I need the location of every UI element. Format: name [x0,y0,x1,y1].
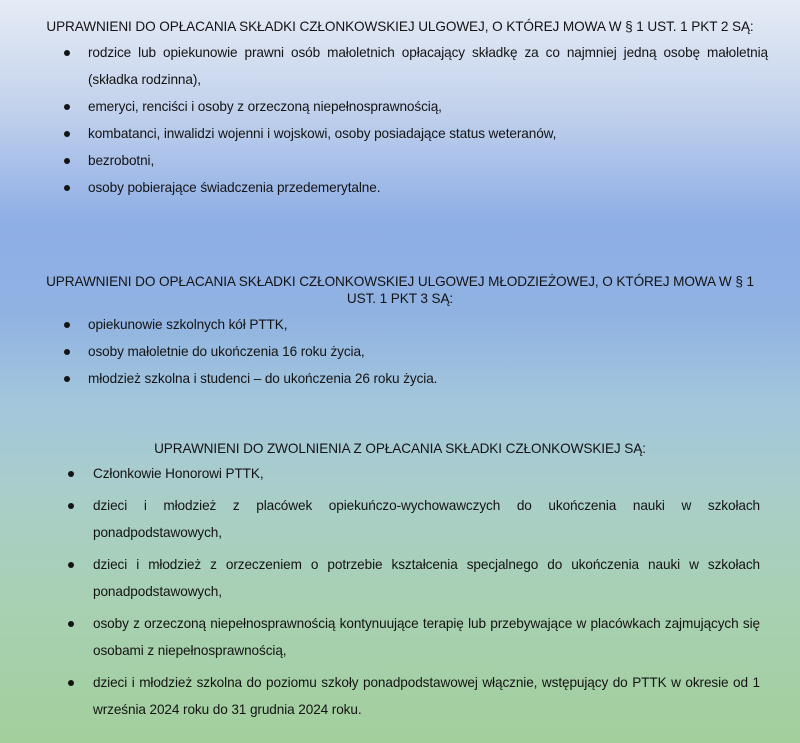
bullet-list [0,39,800,201]
bullet-dot-icon [68,503,74,509]
bullet-dot-icon [64,158,70,164]
list-item-text: dzieci i młodzież z orzeczeniem o potrzebie kształcenia specjalnego do ukończenia nauki w szkołach ponadpodstawowych, [93,557,760,599]
section-heading: UPRAWNIENI DO OPŁACANIA SKŁADKI CZŁONKOWSKIEJ ULGOWEJ, O KTÓREJ MOWA W § 1 UST. 1 PKT 2 SĄ: [46,19,754,34]
bullet-list [0,311,800,392]
bullet-dot-icon [64,131,70,137]
bullet-dot-icon [68,621,74,627]
list-item-text: opiekunowie szkolnych kół PTTK, [88,317,288,332]
bullet-dot-icon [64,376,70,382]
bullet-dot-icon [64,185,70,191]
list-item [0,311,800,338]
list-item [0,460,800,487]
bullet-dot-icon [64,50,70,56]
list-item-text: Członkowie Honorowi PTTK, [93,466,264,481]
list-item [0,174,800,201]
bullet-dot-icon [68,471,74,477]
list-item [0,147,800,174]
list-item [0,338,800,365]
list-item [0,93,800,120]
list-item [0,551,800,605]
bullet-dot-icon [64,349,70,355]
list-item-text: osoby z orzeczoną niepełnosprawnością kontynuujące terapię lub przebywające w placówkach zajmujących się osobami z niepełnosprawnością, [93,616,760,658]
list-item-text: kombatanci, inwalidzi wojenni i wojskowi, osoby posiadające status weteranów, [88,126,557,141]
list-item [0,120,800,147]
list-item-text: osoby małoletnie do ukończenia 16 roku życia, [88,344,365,359]
bullet-dot-icon [64,322,70,328]
list-item-text: dzieci i młodzież szkolna do poziomu szkoły ponadpodstawowej włącznie, wstępujący do PTTK w okresie od 1 września 2024 roku do 31 grudnia 2024 roku. [93,675,760,717]
section-heading: UPRAWNIENI DO ZWOLNIENIA Z OPŁACANIA SKŁADKI CZŁONKOWSKIEJ SĄ: [154,441,646,456]
bullet-dot-icon [68,562,74,568]
section-reduced-fee [0,18,800,201]
list-item [0,492,800,546]
list-item [0,610,800,664]
list-item-text: dzieci i młodzież z placówek opiekuńczo-wychowawczych do ukończenia nauki w szkołach ponadpodstawowych, [93,498,760,540]
bullet-list [0,460,800,723]
list-item-text: młodzież szkolna i studenci – do ukończenia 26 roku życia. [88,371,438,386]
bullet-dot-icon [64,104,70,110]
section-fee-exemption [0,440,800,728]
list-item [0,365,800,392]
section-heading: UPRAWNIENI DO OPŁACANIA SKŁADKI CZŁONKOWSKIEJ ULGOWEJ MŁODZIEŻOWEJ, O KTÓREJ MOWA W § 1 UST. 1 PKT 3 SĄ: [46,274,754,306]
list-item-text: osoby pobierające świadczenia przedemerytalne. [88,180,381,195]
list-item-text: bezrobotni, [88,153,155,168]
list-item [0,669,800,723]
section-youth-fee [0,273,800,392]
list-item-text: rodzice lub opiekunowie prawni osób małoletnich opłacający składkę za co najmniej jedną osobę małoletnią (składka rodzinna), [88,45,768,87]
bullet-dot-icon [68,680,74,686]
list-item-text: emeryci, renciści i osoby z orzeczoną niepełnosprawnością, [88,99,442,114]
list-item [0,39,800,93]
